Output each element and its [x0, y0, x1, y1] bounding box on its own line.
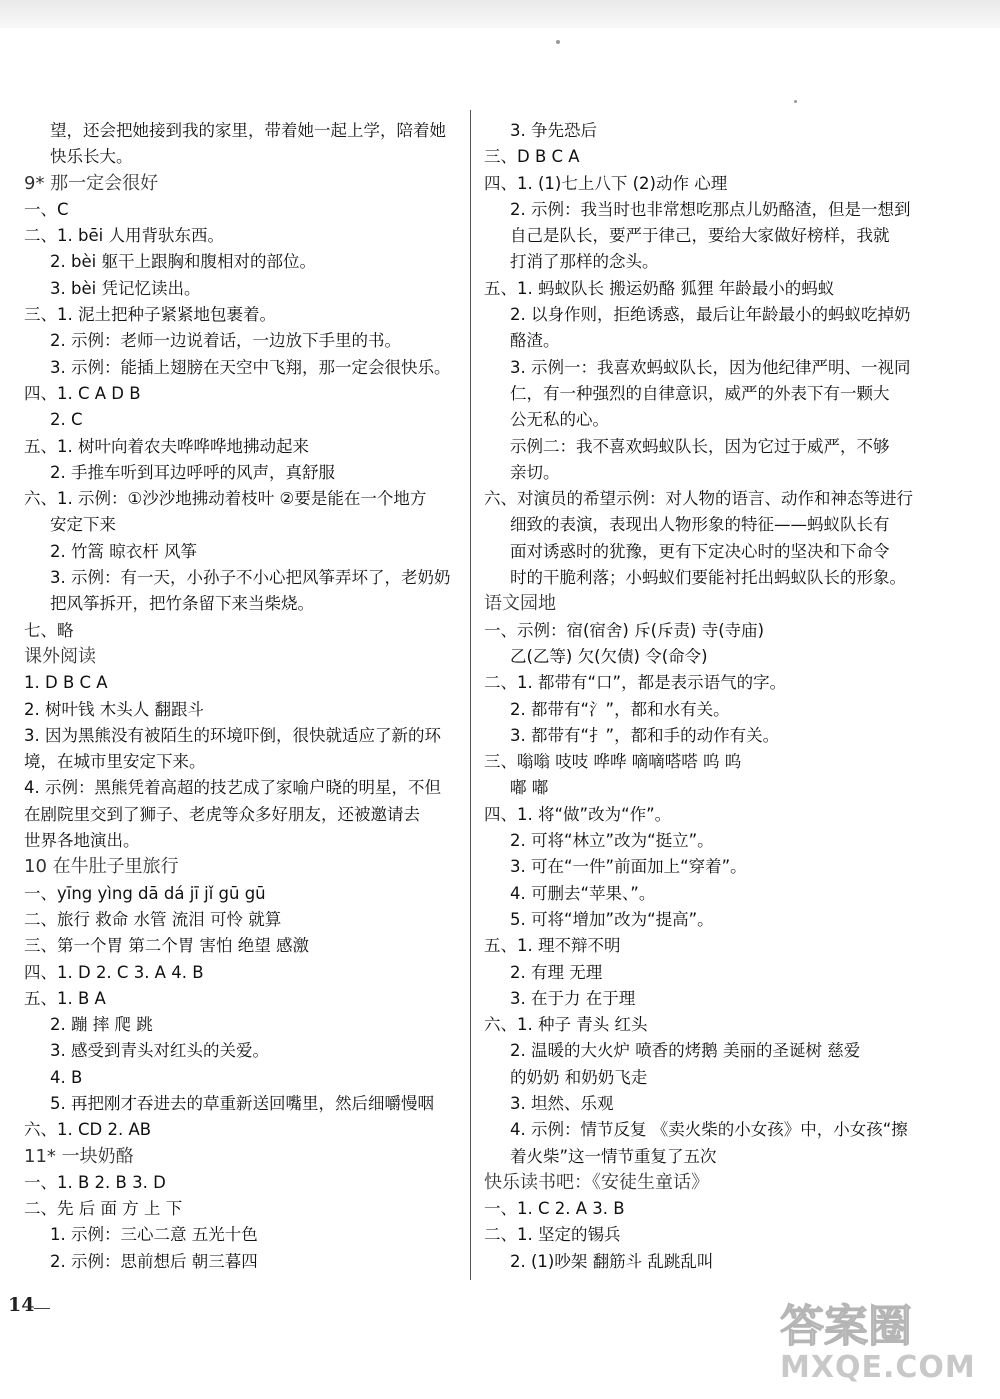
left-answer-line: 3. 因为黑熊没有被陌生的环境吓倒，很快就适应了新的环: [24, 725, 441, 745]
left-answer-line: 2. 竹篙 晾衣杆 风筝: [50, 541, 197, 561]
right-answer-line: 3. 可在“一件”前面加上“穿着”。: [510, 857, 747, 877]
right-answer-line: 面对诱惑时的犹豫，更有下定决心时的坚决和下命令: [510, 541, 890, 561]
page-number-rule: [34, 1308, 50, 1309]
right-answer-line: 仁，有一种强烈的自律意识，威严的外表下有一颗大: [510, 383, 890, 403]
left-answer-line: 四、1. D 2. C 3. A 4. B: [24, 962, 204, 982]
scan-speck: [556, 40, 560, 44]
left-answer-line: 在剧院里交到了狮子、老虎等众多好朋友，还被邀请去: [24, 804, 420, 824]
right-answer-line: 嘟 嘟: [510, 778, 549, 798]
right-answer-line: 2. 以身作则，拒绝诱惑，最后让年龄最小的蚂蚁吃掉奶: [510, 305, 911, 325]
right-answer-line: 2. 有理 无理: [510, 962, 603, 982]
left-answer-line: 快乐长大。: [50, 147, 133, 167]
page-number: 14: [8, 1294, 35, 1316]
left-answer-line: 六、1. CD 2. AB: [24, 1120, 152, 1140]
right-answer-line: 三、嗡嗡 吱吱 哗哗 嘀嘀嗒嗒 呜 呜: [484, 752, 742, 772]
left-answer-line: 把风筝拆开，把竹条留下来当柴烧。: [50, 594, 314, 614]
right-answer-line: 3. 都带有“扌”，都和手的动作有关。: [510, 725, 780, 745]
right-answer-line: 2. 温暖的大火炉 喷香的烤鹅 美丽的圣诞树 慈爱: [510, 1041, 861, 1061]
left-answer-line: 五、1. 树叶向着农夫哗哗哗地拂动起来: [24, 436, 309, 456]
left-answer-line: 2. bèi 躯干上跟胸和腹相对的部位。: [50, 252, 316, 272]
left-answer-line: 2. 手推车听到耳边呼呼的风声，真舒服: [50, 462, 335, 482]
left-answer-line: 二、先 后 面 方 上 下: [24, 1199, 183, 1219]
left-answer-line: 4. B: [50, 1067, 83, 1087]
right-answer-line: 示例二：我不喜欢蚂蚁队长，因为它过于威严，不够: [510, 436, 890, 456]
left-section-heading: 11* 一块奶酪: [24, 1145, 134, 1167]
left-answer-line: 4. 示例：黑熊凭着高超的技艺成了家喻户晓的明星，不但: [24, 778, 441, 798]
right-answer-line: 四、1. 将“做”改为“作”。: [484, 804, 672, 824]
scan-speck: [794, 100, 797, 103]
left-answer-line: 5. 再把刚才吞进去的草重新送回嘴里，然后细嚼慢咽: [50, 1093, 434, 1113]
right-section-heading: 语文园地: [484, 593, 556, 615]
right-answer-line: 乙(乙等) 欠(欠债) 令(命令): [510, 646, 708, 666]
right-answer-line: 一、1. C 2. A 3. B: [484, 1199, 625, 1219]
right-answer-line: 打消了那样的念头。: [510, 252, 659, 272]
left-answer-line: 世界各地演出。: [24, 831, 140, 851]
right-answer-line: 4. 可删去“苹果、”。: [510, 883, 656, 903]
left-answer-line: 境，在城市里安定下来。: [24, 752, 206, 772]
scan-top-band: [0, 0, 1000, 28]
left-answer-line: 3. bèi 凭记忆读出。: [50, 278, 201, 298]
right-answer-line: 2. (1)吵架 翻筋斗 乱跳乱叫: [510, 1251, 714, 1271]
right-answer-line: 3. 坦然、乐观: [510, 1093, 614, 1113]
left-answer-line: 七、略: [24, 620, 74, 640]
left-answer-line: 一、yīng yìng dā dá jī jǐ gū gū: [24, 883, 266, 903]
right-answer-line: 酪渣。: [510, 331, 560, 351]
right-answer-line: 五、1. 蚂蚁队长 搬运奶酪 狐狸 年龄最小的蚂蚁: [484, 278, 835, 298]
right-answer-line: 3. 在于力 在于理: [510, 988, 636, 1008]
left-answer-line: 三、第一个胃 第二个胃 害怕 绝望 感激: [24, 936, 309, 956]
left-answer-line: 3. 示例：能插上翅膀在天空中飞翔，那一定会很快乐。: [50, 357, 451, 377]
left-answer-line: 2. 树叶钱 木头人 翻跟斗: [24, 699, 204, 719]
right-answer-line: 五、1. 理不辩不明: [484, 936, 621, 956]
right-answer-line: 细致的表演，表现出人物形象的特征——蚂蚁队长有: [510, 515, 890, 535]
left-answer-line: 1. D B C A: [24, 673, 108, 693]
left-answer-line: 三、1. 泥土把种子紧紧地包裹着。: [24, 305, 276, 325]
left-answer-line: 2. 示例：思前想后 朝三暮四: [50, 1251, 258, 1271]
right-answer-line: 的奶奶 和奶奶飞走: [510, 1067, 648, 1087]
left-answer-line: 二、1. bēi 人用背驮东西。: [24, 226, 224, 246]
left-answer-line: 望，还会把她接到我的家里，带着她一起上学，陪着她: [50, 121, 446, 140]
right-answer-line: 2. 都带有“氵”，都和水有关。: [510, 699, 730, 719]
right-answer-line: 六、1. 种子 青头 红头: [484, 1015, 648, 1035]
left-section-heading: 10 在牛肚子里旅行: [24, 856, 179, 878]
right-answer-line: 三、D B C A: [484, 147, 580, 167]
left-answer-line: 四、1. C A D B: [24, 383, 141, 403]
left-section-heading: 9* 那一定会很好: [24, 172, 159, 194]
left-answer-line: 安定下来: [50, 515, 116, 535]
right-answer-line: 四、1. (1)七上八下 (2)动作 心理: [484, 173, 728, 193]
left-answer-line: 1. 示例：三心二意 五光十色: [50, 1225, 258, 1245]
right-answer-line: 2. 示例：我当时也非常想吃那点儿奶酪渣，但是一想到: [510, 199, 911, 219]
right-answer-line: 二、1. 坚定的锡兵: [484, 1225, 621, 1245]
left-answer-line: 六、1. 示例：①沙沙地拂动着枝叶 ②要是能在一个地方: [24, 489, 427, 509]
right-answer-line: 4. 示例：情节反复 《卖火柴的小女孩》中，小女孩“擦: [510, 1120, 908, 1140]
left-section-heading: 课外阅读: [24, 645, 96, 667]
right-answer-line: 亲切。: [510, 462, 560, 482]
left-answer-line: 3. 感受到青头对红头的关爱。: [50, 1041, 269, 1061]
right-answer-line: 2. 可将“林立”改为“挺立”。: [510, 831, 714, 851]
left-answer-line: 五、1. B A: [24, 988, 106, 1008]
watermark-logo: [780, 1290, 995, 1394]
left-column: [24, 118, 464, 1275]
right-answer-line: 3. 示例一：我喜欢蚂蚁队长，因为他纪律严明、一视同: [510, 357, 911, 377]
right-answer-line: 一、示例：宿(宿舍) 斥(斥责) 寺(寺庙): [484, 620, 765, 640]
right-answer-line: 3. 争先恐后: [510, 121, 597, 140]
column-divider: [470, 110, 471, 1280]
right-answer-line: 5. 可将“增加”改为“提高”。: [510, 909, 714, 929]
right-column: [484, 118, 964, 1275]
right-answer-line: 六、对演员的希望示例：对人物的语言、动作和神态等进行: [484, 489, 913, 509]
right-section-heading: 快乐读书吧：《安徒生童话》: [484, 1171, 709, 1193]
left-answer-line: 一、C: [24, 199, 69, 219]
left-answer-line: 2. 示例：老师一边说着话，一边放下手里的书。: [50, 331, 401, 351]
watermark-url: MXQE.COM: [780, 1350, 976, 1385]
right-answer-line: 二、1. 都带有“口”，都是表示语气的字。: [484, 673, 787, 693]
right-answer-line: 着火柴”这一情节重复了五次: [510, 1146, 717, 1166]
left-answer-line: 3. 示例：有一天，小孙子不小心把风筝弄坏了，老奶奶: [50, 568, 451, 588]
left-answer-line: 二、旅行 救命 水管 流泪 可怜 就算: [24, 909, 282, 929]
left-answer-line: 2. 蹦 摔 爬 跳: [50, 1015, 153, 1035]
left-answer-line: 一、1. B 2. B 3. D: [24, 1172, 166, 1192]
left-answer-line: 2. C: [50, 410, 83, 430]
watermark-chars: 答案圈: [780, 1301, 912, 1352]
right-answer-line: 自己是队长，要严于律己，要给大家做好榜样，我就: [510, 226, 890, 246]
right-answer-line: 时的干脆利落；小蚂蚁们要能衬托出蚂蚁队长的形象。: [510, 568, 906, 588]
right-answer-line: 公无私的心。: [510, 410, 609, 430]
